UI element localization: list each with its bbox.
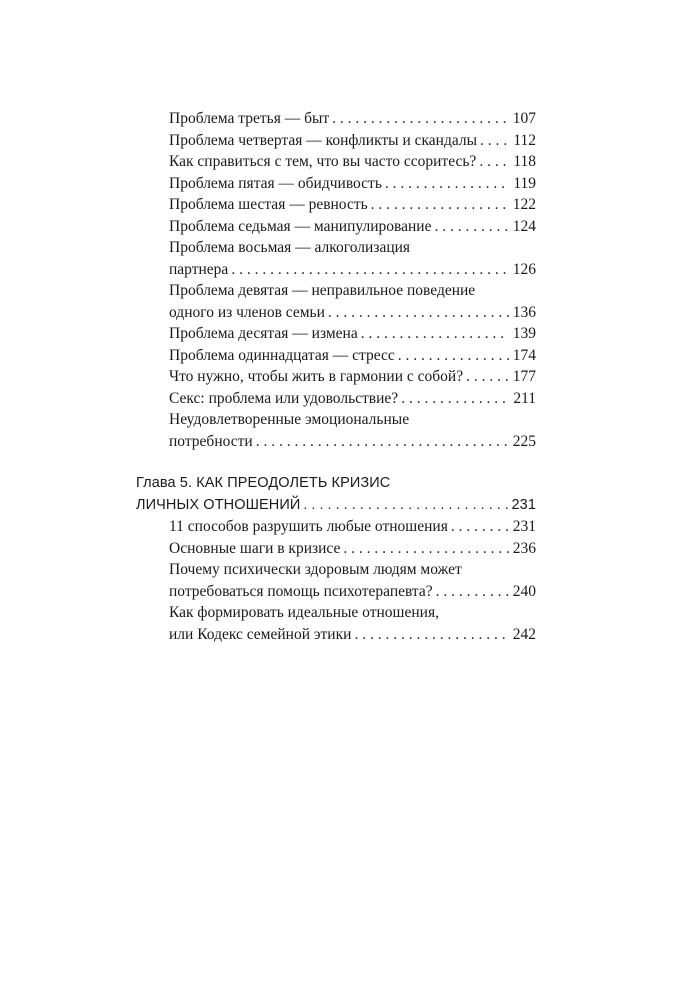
toc-entry-title: Как справиться с тем, что вы часто ссоритесь?	[169, 153, 477, 170]
toc-page-number: 225	[512, 432, 536, 450]
toc-entry-title-line1: Проблема восьмая — алкоголизация	[169, 239, 411, 256]
toc-page-number: 124	[512, 217, 536, 235]
toc-page-number: 177	[512, 368, 536, 385]
toc-entry	[136, 345, 536, 367]
dot-leader	[371, 194, 509, 216]
toc-entry	[136, 323, 536, 345]
toc-entry	[136, 516, 536, 538]
toc-entry-title: потребоваться помощь психотерапевта?	[169, 582, 433, 600]
toc-entry	[136, 602, 536, 645]
dot-leader	[451, 516, 509, 538]
dot-leader	[328, 302, 509, 324]
dot-leader	[332, 108, 509, 130]
toc-page-number: 139	[512, 325, 536, 342]
toc-page-number: 231	[512, 518, 536, 535]
toc-entry	[136, 388, 536, 410]
table-of-contents	[136, 108, 536, 645]
toc-entry-title: Секс: проблема или удовольствие?	[169, 389, 399, 407]
toc-page-number: 118	[513, 153, 536, 170]
toc-entry-title-line1: Проблема девятая — неправильное поведение	[169, 282, 476, 299]
toc-page-number: 236	[512, 539, 536, 557]
toc-entry	[136, 409, 536, 452]
dot-leader	[256, 431, 509, 453]
toc-entry-title: 11 способов разрушить любые отношения	[169, 518, 448, 535]
toc-entry	[136, 538, 536, 560]
toc-entry-title: Проблема седьмая — манипулирование	[169, 217, 432, 235]
toc-page-number: 107	[512, 110, 536, 127]
toc-entry	[136, 130, 536, 152]
toc-entry-title: Проблема шестая — ревность	[169, 196, 368, 213]
dot-leader	[401, 388, 509, 410]
chapter-title-line2: ЛИЧНЫХ ОТНОШЕНИЙ	[136, 496, 301, 513]
toc-page-number: 240	[512, 582, 536, 600]
toc-entry-title-line1: Неудовлетворенные эмоциональные	[169, 411, 410, 428]
toc-page-number: 112	[513, 131, 536, 149]
toc-entry	[136, 280, 536, 323]
dot-leader	[434, 216, 509, 238]
dot-leader	[354, 624, 509, 646]
chapter-title-line1: Глава 5. КАК ПРЕОДОЛЕТЬ КРИЗИС	[136, 475, 391, 491]
toc-page-number: 126	[512, 260, 536, 278]
toc-entry-title: потребности	[169, 432, 253, 450]
dot-leader	[303, 495, 508, 517]
toc-entry-title: одного из членов семьи	[169, 303, 325, 321]
toc-entry-title: Что нужно, чтобы жить в гармонии с собой?	[169, 368, 464, 385]
toc-entry-title: или Кодекс семейной этики	[169, 625, 352, 643]
toc-entry-title: Проблема пятая — обидчивость	[169, 174, 382, 192]
toc-entry	[136, 366, 536, 388]
dot-leader	[466, 366, 509, 388]
dot-leader	[480, 130, 509, 152]
toc-entry	[136, 194, 536, 216]
toc-entry-title: Проблема четвертая — конфликты и скандалы	[169, 131, 478, 149]
dot-leader	[231, 259, 509, 281]
toc-page-number: 119	[513, 174, 536, 192]
toc-entry	[136, 559, 536, 602]
dot-leader	[479, 151, 509, 173]
toc-page-number: 136	[512, 303, 536, 321]
toc-entry-title: партнера	[169, 260, 229, 278]
toc-entry	[136, 151, 536, 173]
dot-leader	[343, 538, 509, 560]
toc-entry-title: Основные шаги в кризисе	[169, 539, 341, 557]
toc-page-number: 174	[512, 346, 536, 364]
toc-page-number: 231	[511, 496, 536, 513]
toc-entry-title: Проблема десятая — измена	[169, 325, 358, 342]
dot-leader	[361, 323, 509, 345]
dot-leader	[436, 581, 509, 603]
toc-entry	[136, 216, 536, 238]
toc-entry-title: Проблема одиннадцатая — стресс	[169, 346, 395, 364]
toc-entry-title-line1: Как формировать идеальные отношения,	[169, 604, 439, 621]
toc-entry-title: Проблема третья — быт	[169, 110, 330, 127]
toc-entry	[136, 237, 536, 280]
toc-page-number: 211	[513, 389, 536, 407]
toc-page-number: 242	[512, 625, 536, 643]
toc-entry	[136, 173, 536, 195]
toc-entry-title-line1: Почему психически здоровым людям может	[169, 561, 462, 578]
chapter-heading	[136, 473, 536, 516]
dot-leader	[385, 173, 509, 195]
toc-page-number: 122	[512, 196, 536, 213]
toc-entry	[136, 108, 536, 130]
dot-leader	[398, 345, 509, 367]
